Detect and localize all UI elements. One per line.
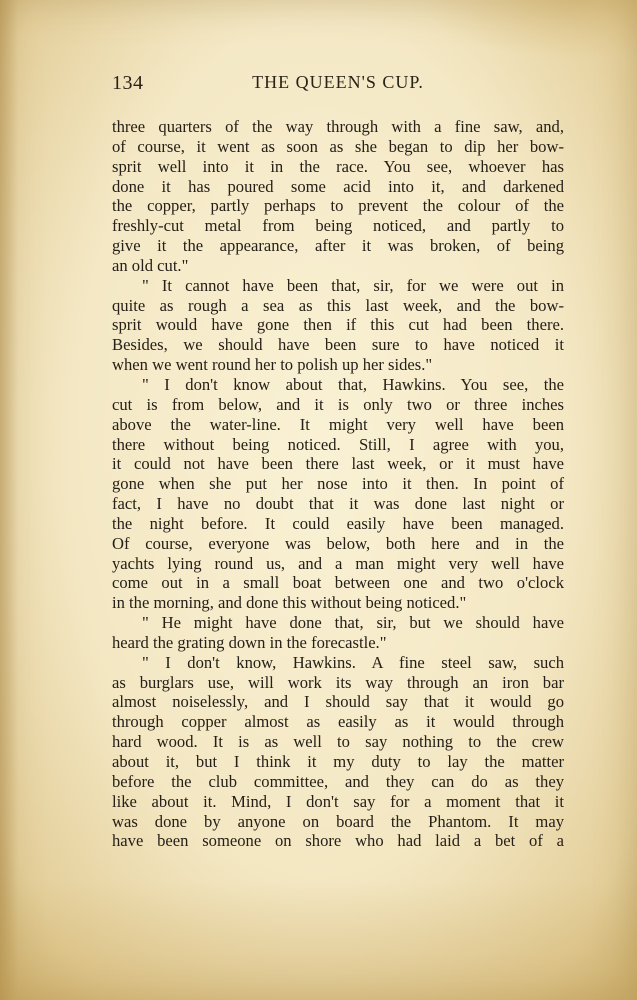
- text-line: an old cut.": [112, 255, 189, 275]
- text-line: " It cannot have been that, sir, for we were out in: [142, 275, 564, 295]
- text-line: there without being noticed. Still, I agree with you,: [112, 434, 564, 454]
- text-line: yachts lying round us, and a man might very well have: [112, 553, 564, 573]
- text-line: about it, but I think it my duty to lay the matter: [112, 752, 564, 771]
- running-title: THE QUEEN'S CUP.: [252, 72, 424, 92]
- paper-stain: [0, 880, 637, 1000]
- text-line: " He might have done that, sir, but we should have: [142, 613, 564, 633]
- text-line: done it has poured some acid into it, and darkened: [112, 176, 564, 196]
- running-header: [112, 72, 564, 102]
- text-line: " I don't know about that, Hawkins. You see, the: [142, 374, 564, 394]
- text-line: give it the appearance, after it was broken, of being: [112, 236, 564, 256]
- text-line: sprit well into it in the race. You see, whoever has: [112, 156, 564, 176]
- text-line: three quarters of the way through with a fine saw, and,: [112, 117, 564, 136]
- text-line: the copper, partly perhaps to prevent the colour of the: [112, 196, 564, 216]
- text-line: the night before. It could easily have been managed.: [112, 513, 564, 533]
- text-line: in the morning, and done this without being noticed.": [112, 593, 467, 613]
- text-line: fact, I have no doubt that it was done last night or: [112, 494, 564, 514]
- text-line: above the water-line. It might very well have been: [112, 414, 564, 434]
- text-line: quite as rough a sea as this last week, and the bow-: [112, 295, 564, 315]
- text-line: cut is from below, and it is only two or three inches: [112, 394, 564, 414]
- text-line: freshly-cut metal from being noticed, and partly to: [112, 216, 564, 236]
- text-line: almost noiselessly, and I should say that it would go: [112, 692, 564, 712]
- paper-edge-shadow: [0, 0, 18, 1000]
- text-line: as burglars use, will work its way through an iron bar: [112, 672, 564, 692]
- text-line: when we went round her to polish up her sides.": [112, 355, 433, 375]
- text-line: it could not have been there last week, or it must have: [112, 454, 564, 474]
- text-line: was done by anyone on board the Phantom. It may: [112, 811, 564, 831]
- page-number: 134: [112, 72, 144, 94]
- text-line: like about it. Mind, I don't say for a moment that it: [112, 791, 564, 811]
- text-line: through copper almost as easily as it would through: [112, 712, 564, 732]
- text-line: hard wood. It is as well to say nothing to the crew: [112, 732, 564, 752]
- paper-stain: [420, 0, 637, 60]
- body-text: [112, 117, 564, 851]
- text-line: Of course, everyone was below, both here and in the: [112, 533, 564, 553]
- text-line: heard the grating down in the forecastle.": [112, 632, 387, 652]
- text-line: Besides, we should have been sure to have noticed it: [112, 335, 564, 355]
- text-line: have been someone on shore who had laid a bet of a: [112, 831, 564, 851]
- text-line: gone when she put her nose into it then. In point of: [112, 474, 564, 494]
- text-line: sprit would have gone then if this cut had been there.: [112, 315, 564, 335]
- text-line: of course, it went as soon as she began to dip her bow-: [112, 136, 564, 156]
- text-line: before the club committee, and they can do as they: [112, 771, 564, 791]
- text-line: come out in a small boat between one and two o'clock: [112, 573, 564, 593]
- text-line: " I don't know, Hawkins. A fine steel saw, such: [142, 652, 564, 672]
